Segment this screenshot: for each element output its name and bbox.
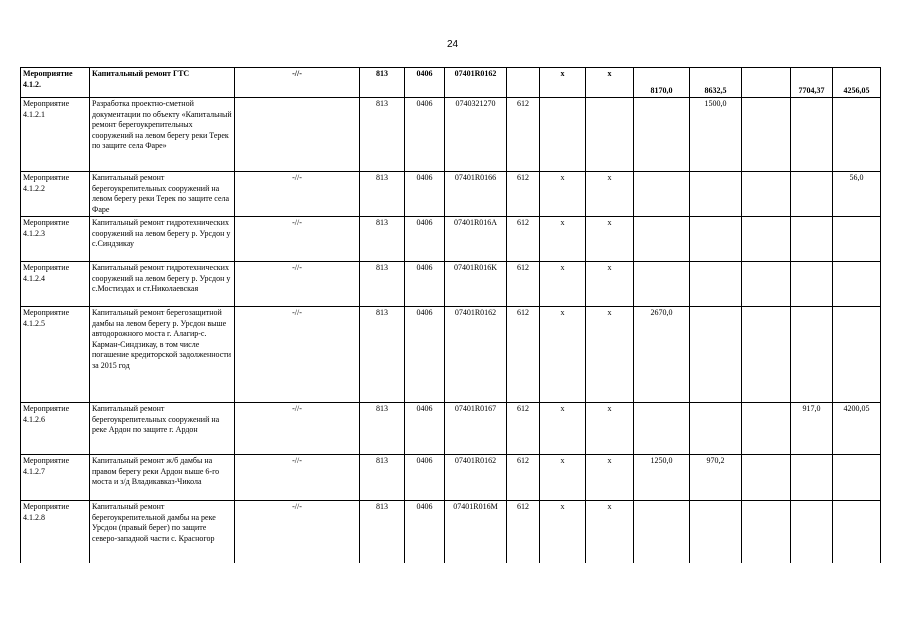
target-article-cell: 07401R0166: [445, 172, 507, 217]
executor-cell: -//-: [235, 217, 360, 262]
expense-type-cell: 612: [507, 262, 540, 307]
budget-2015-cell: x: [586, 455, 634, 501]
table-row: [21, 68, 881, 98]
target-article-cell: 07401R016K: [445, 262, 507, 307]
budget-2015-cell: x: [586, 307, 634, 403]
ministry-code-cell: 813: [360, 68, 405, 98]
amount-1-cell: 2670,0: [634, 307, 690, 403]
amount-1-cell: [634, 217, 690, 262]
amount-3-cell: [742, 403, 791, 455]
executor-cell: -//-: [235, 455, 360, 501]
table-row: [21, 403, 881, 455]
amount-5-cell: [833, 501, 881, 563]
amount-4-cell: [791, 501, 833, 563]
budget-2014-cell: x: [540, 403, 586, 455]
row-id-cell: Мероприятие 4.1.2.2: [21, 172, 90, 217]
ministry-code-cell: 813: [360, 217, 405, 262]
amount-4-cell: 7704,37: [791, 68, 833, 98]
amount-4-cell: [791, 98, 833, 172]
budget-2014-cell: x: [540, 172, 586, 217]
row-id-cell: Мероприятие 4.1.2.7: [21, 455, 90, 501]
amount-2-cell: [690, 501, 742, 563]
executor-cell: -//-: [235, 262, 360, 307]
measure-name-cell: Капитальный ремонт берегоукрепительных сооружений на левом берегу реки Терек по защите села Фаре: [90, 172, 235, 217]
amount-1-cell: [634, 403, 690, 455]
measure-name-cell: Капитальный ремонт берегозащитной дамбы на левом берегу р. Урсдон выше автодорожного моста г. Алагир-с. Карман-Синдзикау, в том числе погашение кредиторской задолженности за 2015 год: [90, 307, 235, 403]
measure-name-cell: Капитальный ремонт берегоукрепительных сооружений на реке Ардон по защите г. Ардон: [90, 403, 235, 455]
section-code-cell: 0406: [405, 98, 445, 172]
amount-2-cell: [690, 172, 742, 217]
expense-type-cell: 612: [507, 98, 540, 172]
budget-2015-cell: x: [586, 68, 634, 98]
amount-3-cell: [742, 98, 791, 172]
target-article-cell: 07401R0162: [445, 68, 507, 98]
amount-1-cell: [634, 172, 690, 217]
budget-2015-cell: [586, 98, 634, 172]
budget-table: [20, 67, 881, 563]
amount-4-cell: [791, 172, 833, 217]
amount-5-cell: [833, 217, 881, 262]
target-article-cell: 07401R0162: [445, 307, 507, 403]
amount-4-cell: [791, 307, 833, 403]
table-row: [21, 172, 881, 217]
amount-5-cell: [833, 98, 881, 172]
row-id-cell: Мероприятие 4.1.2.5: [21, 307, 90, 403]
executor-cell: -//-: [235, 501, 360, 563]
amount-4-cell: [791, 455, 833, 501]
target-article-cell: 0740321270: [445, 98, 507, 172]
expense-type-cell: 612: [507, 172, 540, 217]
amount-1-cell: 1250,0: [634, 455, 690, 501]
budget-2014-cell: x: [540, 217, 586, 262]
page-number: 24: [446, 39, 459, 50]
target-article-cell: 07401R016M: [445, 501, 507, 563]
row-id-cell: Мероприятие 4.1.2.1: [21, 98, 90, 172]
budget-2014-cell: x: [540, 262, 586, 307]
row-id-cell: Мероприятие 4.1.2.8: [21, 501, 90, 563]
target-article-cell: 07401R0167: [445, 403, 507, 455]
section-code-cell: 0406: [405, 501, 445, 563]
section-code-cell: 0406: [405, 217, 445, 262]
measure-name-cell: Капитальный ремонт ГТС: [90, 68, 235, 98]
amount-1-cell: [634, 98, 690, 172]
amount-3-cell: [742, 217, 791, 262]
amount-5-cell: 4256,05: [833, 68, 881, 98]
amount-4-cell: [791, 217, 833, 262]
amount-3-cell: [742, 307, 791, 403]
amount-5-cell: [833, 307, 881, 403]
measure-name-cell: Капитальный ремонт гидротехнических сооружений на левом берегу р. Урсдон у с.Мостиздах и ст.Николаевская: [90, 262, 235, 307]
table-row: [21, 307, 881, 403]
target-article-cell: 07401R016A: [445, 217, 507, 262]
table-row: [21, 455, 881, 501]
row-id-cell: Мероприятие 4.1.2.3: [21, 217, 90, 262]
table-row: [21, 98, 881, 172]
amount-2-cell: 970,2: [690, 455, 742, 501]
ministry-code-cell: 813: [360, 403, 405, 455]
measure-name-cell: Разработка проектно-сметной документации по объекту «Капитальный ремонт берегоукрепительных сооружений на левом берегу реки Терек по защите села Фаре»: [90, 98, 235, 172]
target-article-cell: 07401R0162: [445, 455, 507, 501]
table-row: [21, 262, 881, 307]
row-id-cell: Мероприятие 4.1.2.4: [21, 262, 90, 307]
amount-2-cell: [690, 262, 742, 307]
amount-5-cell: [833, 262, 881, 307]
executor-cell: -//-: [235, 172, 360, 217]
budget-2015-cell: x: [586, 403, 634, 455]
measure-name-cell: Капитальный ремонт берегоукрепительной дамбы на реке Урсдон (правый берег) по защите северо-западной части с. Красногор: [90, 501, 235, 563]
amount-3-cell: [742, 455, 791, 501]
amount-2-cell: [690, 307, 742, 403]
budget-2014-cell: x: [540, 455, 586, 501]
table-row: [21, 501, 881, 563]
amount-4-cell: 917,0: [791, 403, 833, 455]
executor-cell: -//-: [235, 307, 360, 403]
executor-cell: -//-: [235, 403, 360, 455]
section-code-cell: 0406: [405, 403, 445, 455]
expense-type-cell: 612: [507, 501, 540, 563]
section-code-cell: 0406: [405, 262, 445, 307]
ministry-code-cell: 813: [360, 98, 405, 172]
expense-type-cell: 612: [507, 307, 540, 403]
amount-5-cell: [833, 455, 881, 501]
measure-name-cell: Капитальный ремонт гидротехнических сооружений на левом берегу р. Урсдон у с.Синдзикау: [90, 217, 235, 262]
expense-type-cell: 612: [507, 403, 540, 455]
amount-2-cell: 8632,5: [690, 68, 742, 98]
amount-2-cell: 1500,0: [690, 98, 742, 172]
measure-name-cell: Капитальный ремонт ж/б дамбы на правом берегу реки Ардон выше 6-го моста и з/д Владикавказ-Чикола: [90, 455, 235, 501]
ministry-code-cell: 813: [360, 307, 405, 403]
budget-2014-cell: [540, 98, 586, 172]
amount-2-cell: [690, 217, 742, 262]
row-id-cell: Мероприятие 4.1.2.6: [21, 403, 90, 455]
amount-2-cell: [690, 403, 742, 455]
section-code-cell: 0406: [405, 172, 445, 217]
budget-2015-cell: x: [586, 262, 634, 307]
section-code-cell: 0406: [405, 68, 445, 98]
section-code-cell: 0406: [405, 455, 445, 501]
expense-type-cell: 612: [507, 455, 540, 501]
budget-2015-cell: x: [586, 217, 634, 262]
amount-3-cell: [742, 501, 791, 563]
expense-type-cell: 612: [507, 217, 540, 262]
budget-2014-cell: x: [540, 307, 586, 403]
executor-cell: -//-: [235, 68, 360, 98]
budget-2014-cell: x: [540, 68, 586, 98]
row-id-cell: Мероприятие 4.1.2.: [21, 68, 90, 98]
amount-3-cell: [742, 172, 791, 217]
budget-2015-cell: x: [586, 501, 634, 563]
amount-5-cell: 56,0: [833, 172, 881, 217]
ministry-code-cell: 813: [360, 172, 405, 217]
amount-1-cell: [634, 262, 690, 307]
amount-5-cell: 4200,05: [833, 403, 881, 455]
amount-1-cell: [634, 501, 690, 563]
ministry-code-cell: 813: [360, 262, 405, 307]
table-row: [21, 217, 881, 262]
section-code-cell: 0406: [405, 307, 445, 403]
budget-2015-cell: x: [586, 172, 634, 217]
amount-1-cell: 8170,0: [634, 68, 690, 98]
amount-4-cell: [791, 262, 833, 307]
ministry-code-cell: 813: [360, 501, 405, 563]
executor-cell: [235, 98, 360, 172]
expense-type-cell: [507, 68, 540, 98]
ministry-code-cell: 813: [360, 455, 405, 501]
amount-3-cell: [742, 68, 791, 98]
amount-3-cell: [742, 262, 791, 307]
budget-2014-cell: x: [540, 501, 586, 563]
